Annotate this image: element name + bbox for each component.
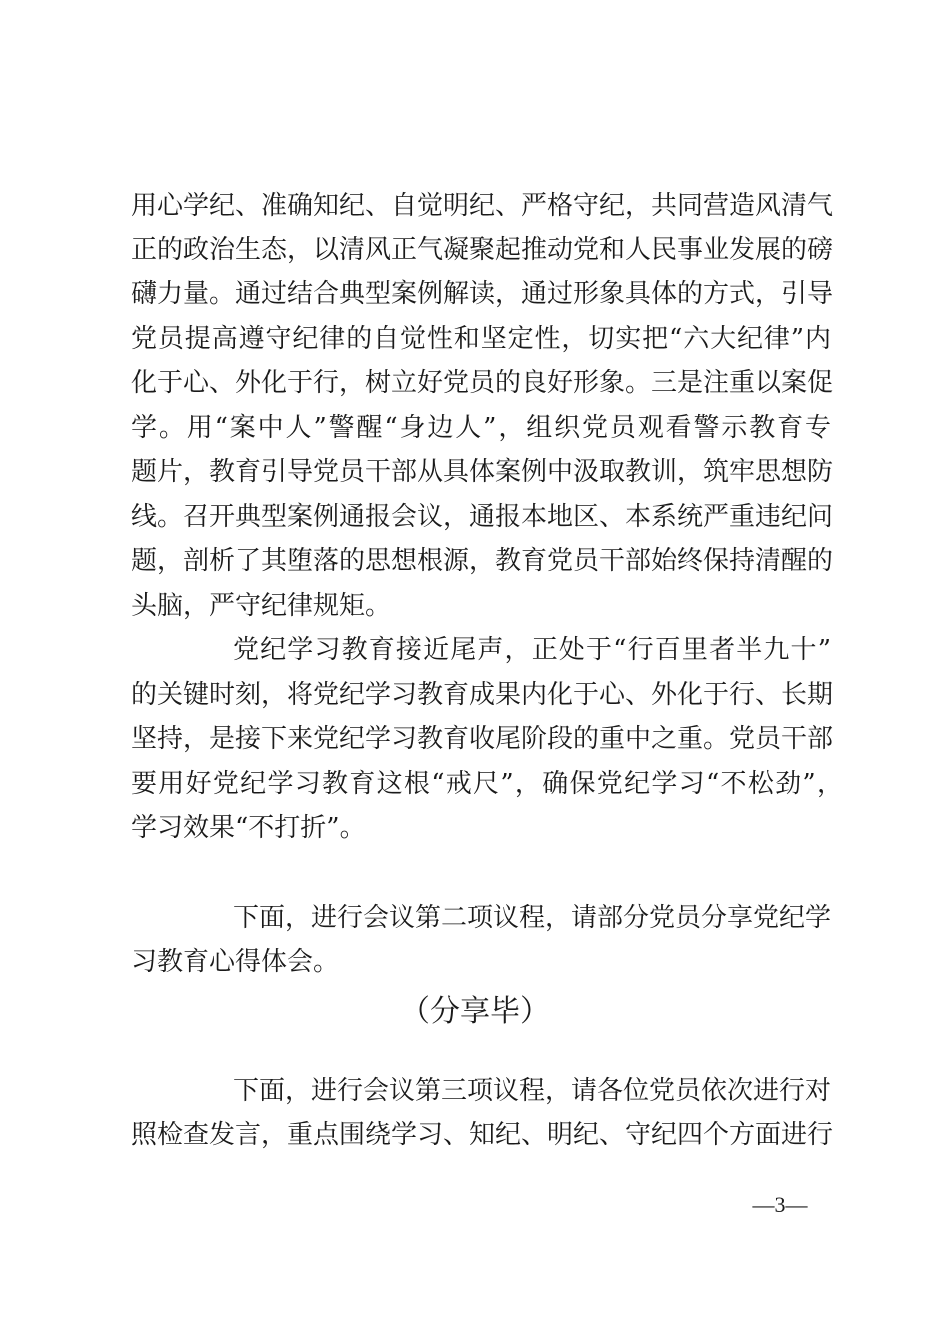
paragraph-line: 题片，教育引导党员干部从具体案例中汲取教训，筑牢思想防: [131, 457, 834, 487]
paragraph-line: 头脑，严守纪律规矩。: [131, 591, 392, 621]
paragraph-line: 礴力量。通过结合典型案例解读，通过形象具体的方式，引导: [131, 279, 834, 309]
paragraph-line: 照检查发言，重点围绕学习、知纪、明纪、守纪四个方面进行: [131, 1120, 834, 1150]
paragraph-line: 题，剖析了其堕落的思想根源，教育党员干部始终保持清醒的: [131, 546, 834, 576]
page-number: —3—: [752, 1192, 808, 1217]
share-completed-note: （分享毕）: [400, 994, 550, 1029]
paragraph-line: 正的政治生态，以清风正气凝聚起推动党和人民事业发展的磅: [131, 235, 834, 265]
paragraph-line: 党纪学习教育接近尾声，正处于“行百里者半九十”: [233, 635, 831, 665]
paragraph-line: 党员提高遵守纪律的自觉性和坚定性，切实把“六大纪律”内: [131, 324, 831, 354]
paragraph-line: 用心学纪、准确知纪、自觉明纪、严格守纪，共同营造风清气: [131, 191, 834, 221]
paragraph-line: 学。用“案中人”警醒“身边人”，组织党员观看警示教育专: [131, 413, 831, 443]
paragraph-line: 下面，进行会议第三项议程，请各位党员依次进行对: [233, 1076, 832, 1106]
paragraph-line: 习教育心得体会。: [131, 947, 340, 977]
paragraph-line: 线。召开典型案例通报会议，通报本地区、本系统严重违纪问: [131, 502, 834, 532]
paragraph-line: 的关键时刻，将党纪学习教育成果内化于心、外化于行、长期: [131, 680, 834, 710]
paragraph-line: 学习效果“不打折”。: [131, 813, 366, 843]
paragraph-line: 下面，进行会议第二项议程，请部分党员分享党纪学: [233, 903, 832, 933]
paragraph-line: 化于心、外化于行，树立好党员的良好形象。三是注重以案促: [131, 368, 834, 398]
paragraph-line: 要用好党纪学习教育这根“戒尺”，确保党纪学习“不松劲”，: [131, 769, 843, 799]
paragraph-line: 坚持，是接下来党纪学习教育收尾阶段的重中之重。党员干部: [131, 724, 834, 754]
